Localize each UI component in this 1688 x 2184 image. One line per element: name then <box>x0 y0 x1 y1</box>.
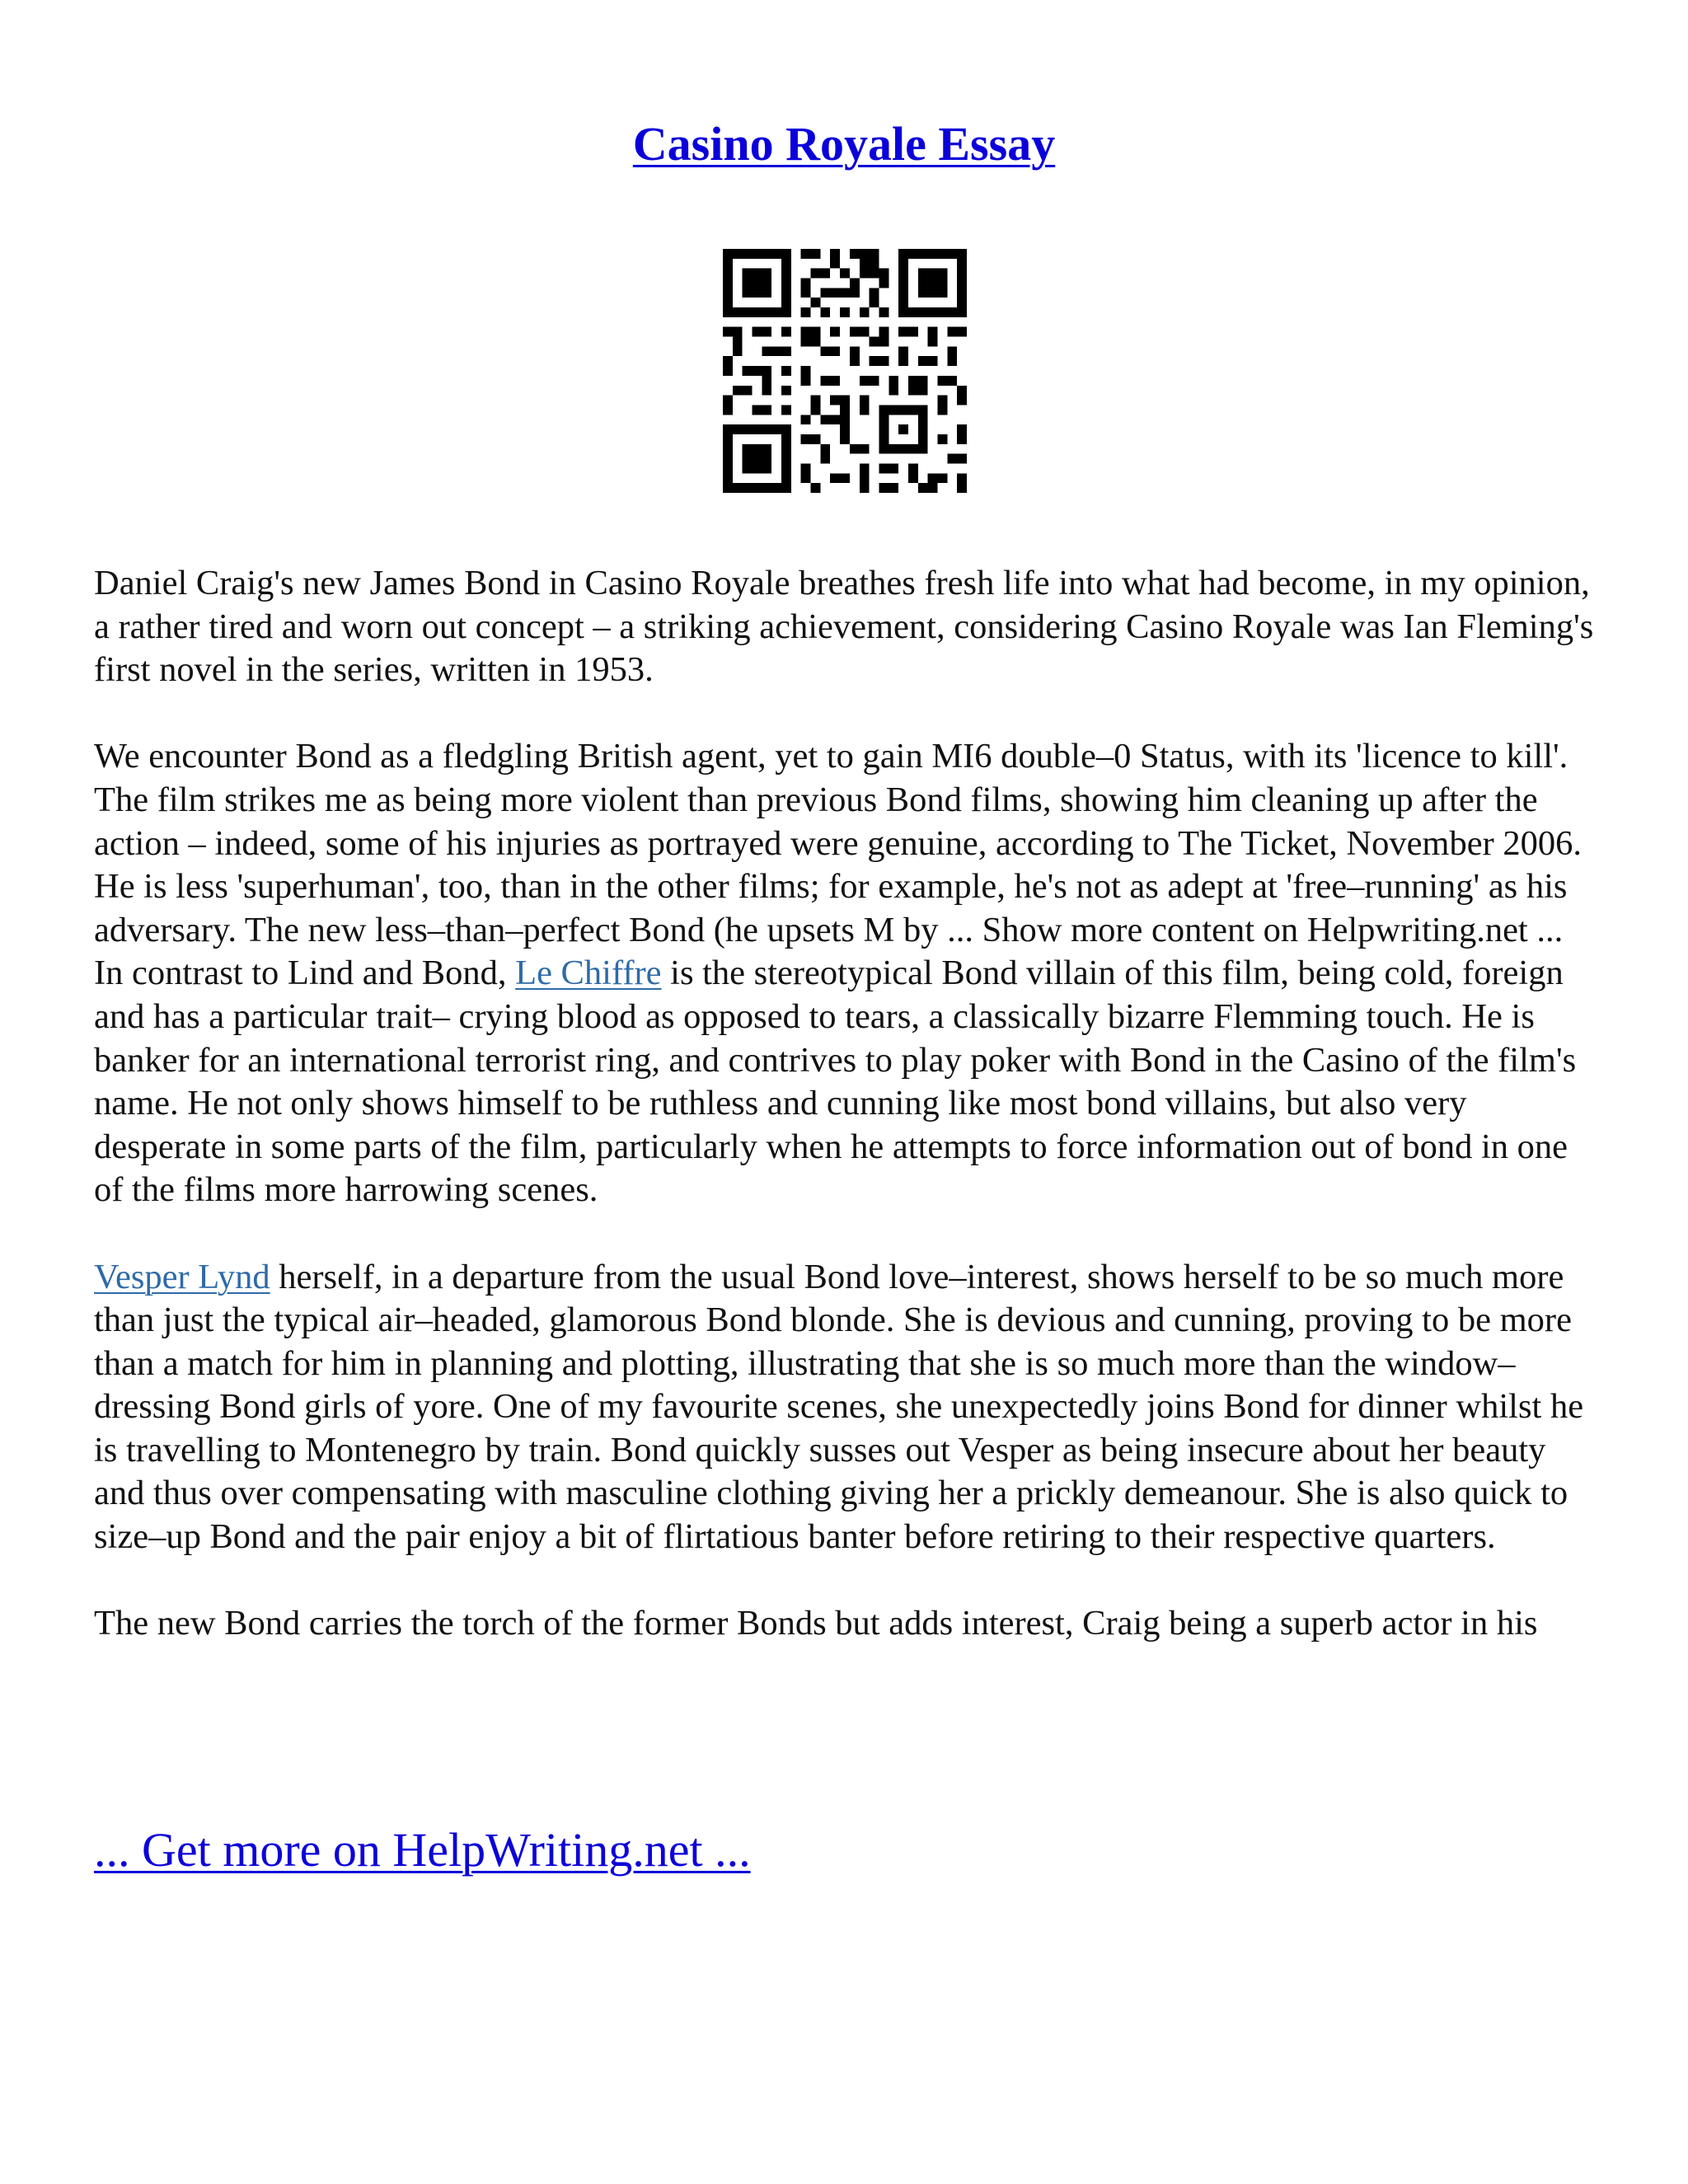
paragraph-text: herself, in a departure from the usual Bond love–interest, shows herself to be so much more than just the typical air–headed, glamorous Bond blonde. She is devious and cunning, proving to be more than a match for him in planning and plotting, illustrating that she is so much more than the window–dressing Bond girls of yore. One of my favourite scenes, she unexpectedly joins Bond for dinner whilst he is travelling to Montenegro by train. Bond quickly susses out Vesper as being insecure about her beauty and thus over compensating with masculine clothing giving her a prickly demeanour. She is also quick to size–up Bond and the pair enjoy a bit of flirtatious banter before retiring to their respective quarters. <box>94 1257 1584 1557</box>
vesper-lynd-link[interactable]: Vesper Lynd <box>94 1257 270 1296</box>
essay-body <box>94 562 1594 1646</box>
page-title <box>0 115 1688 173</box>
qr-code-icon <box>723 249 967 493</box>
get-more-section <box>94 1821 751 1879</box>
paragraph-new-bond: The new Bond carries the torch of the former Bonds but adds interest, Craig being a superb actor in his <box>94 1604 1538 1643</box>
paragraph-le-chiffre <box>94 952 1594 1212</box>
le-chiffre-link[interactable]: Le Chiffre <box>515 954 662 993</box>
paragraph-vesper <box>94 1256 1594 1559</box>
paragraph-text: is the stereotypical Bond villain of this film, being cold, foreign and has a particular trait– crying blood as opposed to tears, a classically bizarre Flemming touch. He is banker for an international terrorist ring, and contrives to play poker with Bond in the Casino of the film's name. He not only shows himself to be ruthless and cunning like most bond villains, but also very desperate in some parts of the film, particularly when he attempts to force information out of bond in one of the films more harrowing scenes. <box>94 954 1577 1210</box>
paragraph-spacer <box>94 1212 1594 1256</box>
paragraph-intro: Daniel Craig's new James Bond in Casino Royale breathes fresh life into what had become, in my opinion, a rather tired and worn out concept – a striking achievement, considering Casino Royale was Ian Fleming's first novel in the series, written in 1953. <box>94 564 1594 690</box>
paragraph-encounter: We encounter Bond as a fledgling British agent, yet to gain MI6 double–0 Status, with its 'licence to kill'. The film strikes me as being more violent than previous Bond films, showing him cleaning up after the action – indeed, some of his injuries as portrayed were genuine, according to The Ticket, November 2006. He is less 'superhuman', too, than in the other films; for example, he's not as adept at 'free–running' as his adversary. The new less–than–perfect Bond (he upsets M by ... Show more content on Helpwriting.net ... <box>94 737 1582 949</box>
get-more-link[interactable]: ... Get more on HelpWriting.net ... <box>94 1823 751 1877</box>
paragraph-spacer <box>94 692 1594 736</box>
title-link[interactable]: Casino Royale Essay <box>632 117 1056 171</box>
paragraph-spacer <box>94 1559 1594 1603</box>
paragraph-text: In contrast to Lind and Bond, <box>94 954 516 993</box>
